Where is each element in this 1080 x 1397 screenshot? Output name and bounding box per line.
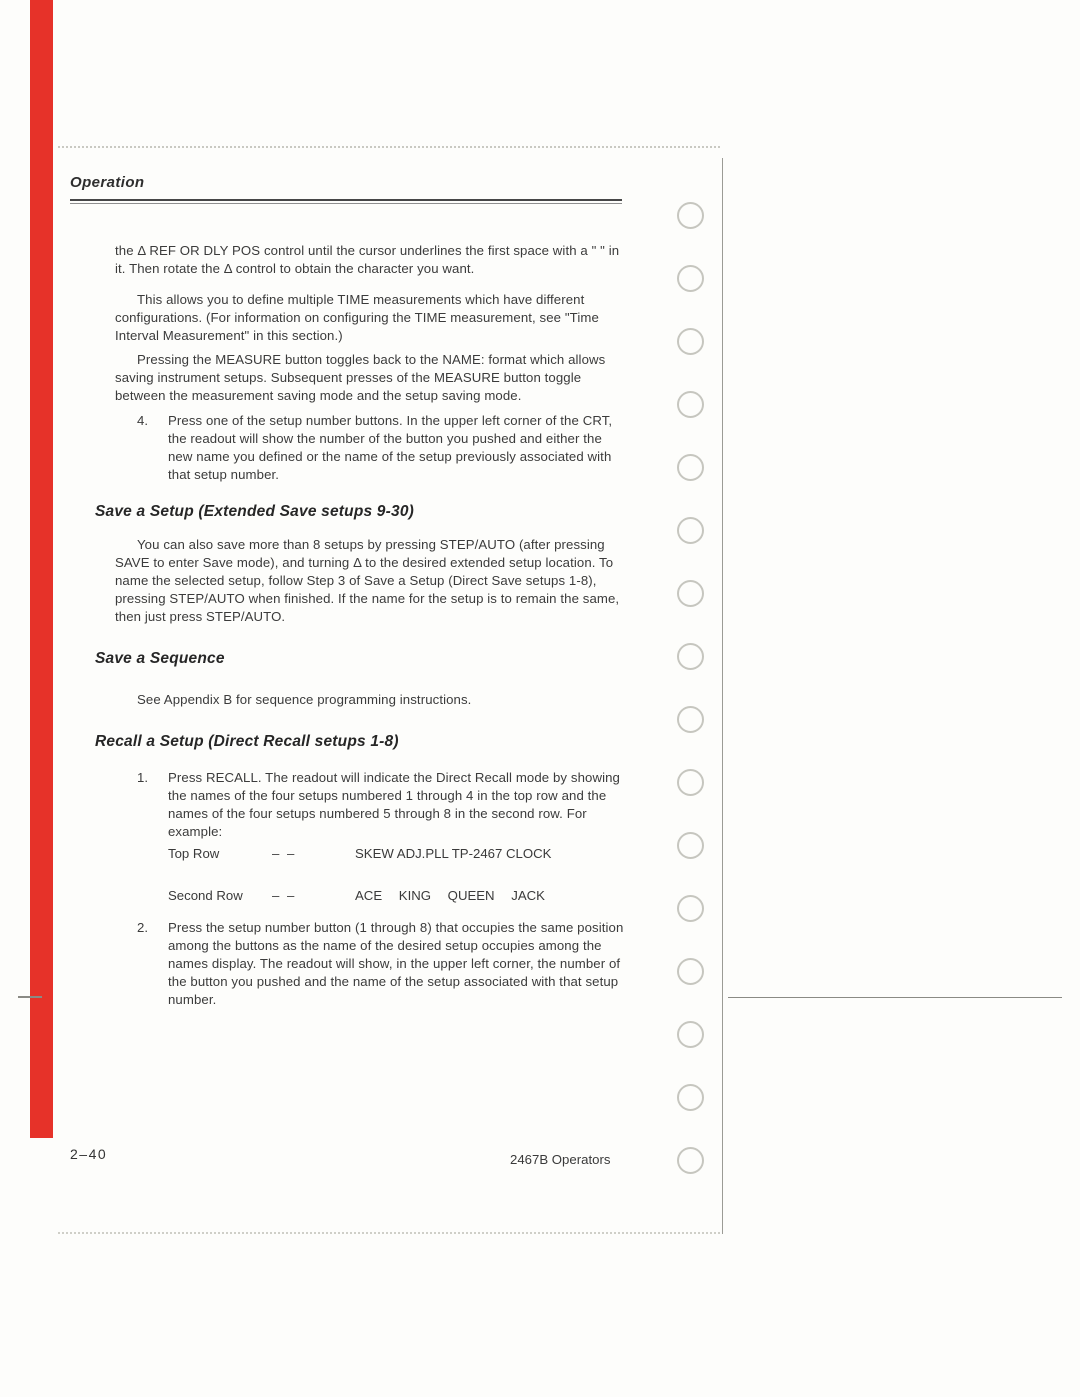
paragraph-measure-button: Pressing the MEASURE button toggles back to the NAME: format which allows saving instrument setups. Subsequent presses of the MEASURE button toggle between the measurement saving mode and the setup saving mode.: [115, 352, 606, 403]
example-row-value: ACE KING QUEEN JACK: [355, 888, 545, 903]
example-row-dashes: – –: [272, 888, 297, 903]
list-item-4: [137, 412, 628, 484]
binding-hole: [677, 265, 704, 292]
list-item-1: [137, 769, 628, 841]
list-item-text: Press the setup number button (1 through 8) that occupies the same position among the buttons as the name of the desired setup occupies among the names display. The readout will show, in the upper left corner, the number of the button you pushed and the name of the setup associated with that setup number.: [168, 920, 624, 1007]
heading-save-a-sequence: [95, 650, 225, 668]
heading-main: Save a Sequence: [95, 650, 225, 667]
binding-hole: [677, 706, 704, 733]
example-top-row: [168, 845, 551, 863]
binding-hole: [677, 454, 704, 481]
page-number: 2–40: [70, 1146, 108, 1162]
binding-hole: [677, 391, 704, 418]
binding-hole: [677, 1021, 704, 1048]
margin-tick: [18, 996, 42, 998]
binding-hole: [677, 769, 704, 796]
list-item-text: Press RECALL. The readout will indicate the Direct Recall mode by showing the names of the four setups numbered 1 through 4 in the top row and the names of the four setups numbered 5 through 8 in the second row. For example:: [168, 770, 620, 839]
list-item-2: [137, 919, 628, 1009]
example-row-dashes: – –: [272, 846, 297, 861]
section-header: Operation: [70, 174, 145, 191]
list-item-number: 2.: [137, 920, 149, 935]
heading-save-a-setup: [95, 503, 414, 521]
binding-hole: [677, 958, 704, 985]
binding-hole: [677, 895, 704, 922]
example-row-label: Second Row: [168, 888, 243, 903]
heading-main: Recall a Setup: [95, 733, 204, 750]
binding-hole: [677, 517, 704, 544]
facing-page-rule: [728, 997, 1062, 998]
red-edge-stripe: [30, 0, 53, 1138]
paragraph-extended-save: You can also save more than 8 setups by pressing STEP/AUTO (after pressing SAVE to enter Save mode), and turning Δ to the desired extended setup location. To name the selected setup, follow Step 3 of Save a Setup (Direct Save setups 1-8), pressing STEP/AUTO when finished. If the name for the setup is to remain the same, then just press STEP/AUTO.: [115, 537, 620, 624]
binding-hole: [677, 1147, 704, 1174]
binding-hole: [677, 580, 704, 607]
paragraph-multiple-time: This allows you to define multiple TIME measurements which have different configurations. (For information on configuring the TIME measurement, see "Time Interval Measurement" in this section.): [115, 292, 599, 343]
binding-hole: [677, 328, 704, 355]
heading-main: Save a Setup: [95, 503, 194, 520]
binding-hole: [677, 1084, 704, 1111]
heading-recall-a-setup: [95, 733, 399, 751]
binding-hole: [677, 202, 704, 229]
scan-edge-bottom: [58, 1232, 720, 1234]
header-rule: [70, 199, 622, 204]
page-edge-line: [722, 158, 723, 1234]
example-second-row: [168, 887, 545, 905]
heading-parenthetical: (Extended Save setups 9-30): [198, 503, 414, 520]
example-row-value: SKEW ADJ.PLL TP-2467 CLOCK: [355, 846, 552, 861]
binding-hole: [677, 832, 704, 859]
binding-hole: [677, 643, 704, 670]
list-item-text: Press one of the setup number buttons. In the upper left corner of the CRT, the readout will show the number of the button you pushed and either the new name you defined or the name of the setup previously associated with that setup number.: [168, 413, 613, 482]
list-item-number: 1.: [137, 770, 149, 785]
manual-title-footer: 2467B Operators: [510, 1152, 611, 1167]
heading-parenthetical: (Direct Recall setups 1-8): [208, 733, 399, 750]
scan-edge-top: [58, 146, 720, 148]
example-row-label: Top Row: [168, 846, 220, 861]
paragraph-appendix-b: See Appendix B for sequence programming instructions.: [137, 692, 472, 707]
paragraph-cursor-control: the Δ REF OR DLY POS control until the cursor underlines the first space with a " " in it. Then rotate the Δ control to obtain the character you want.: [115, 243, 620, 276]
list-item-number: 4.: [137, 413, 149, 428]
